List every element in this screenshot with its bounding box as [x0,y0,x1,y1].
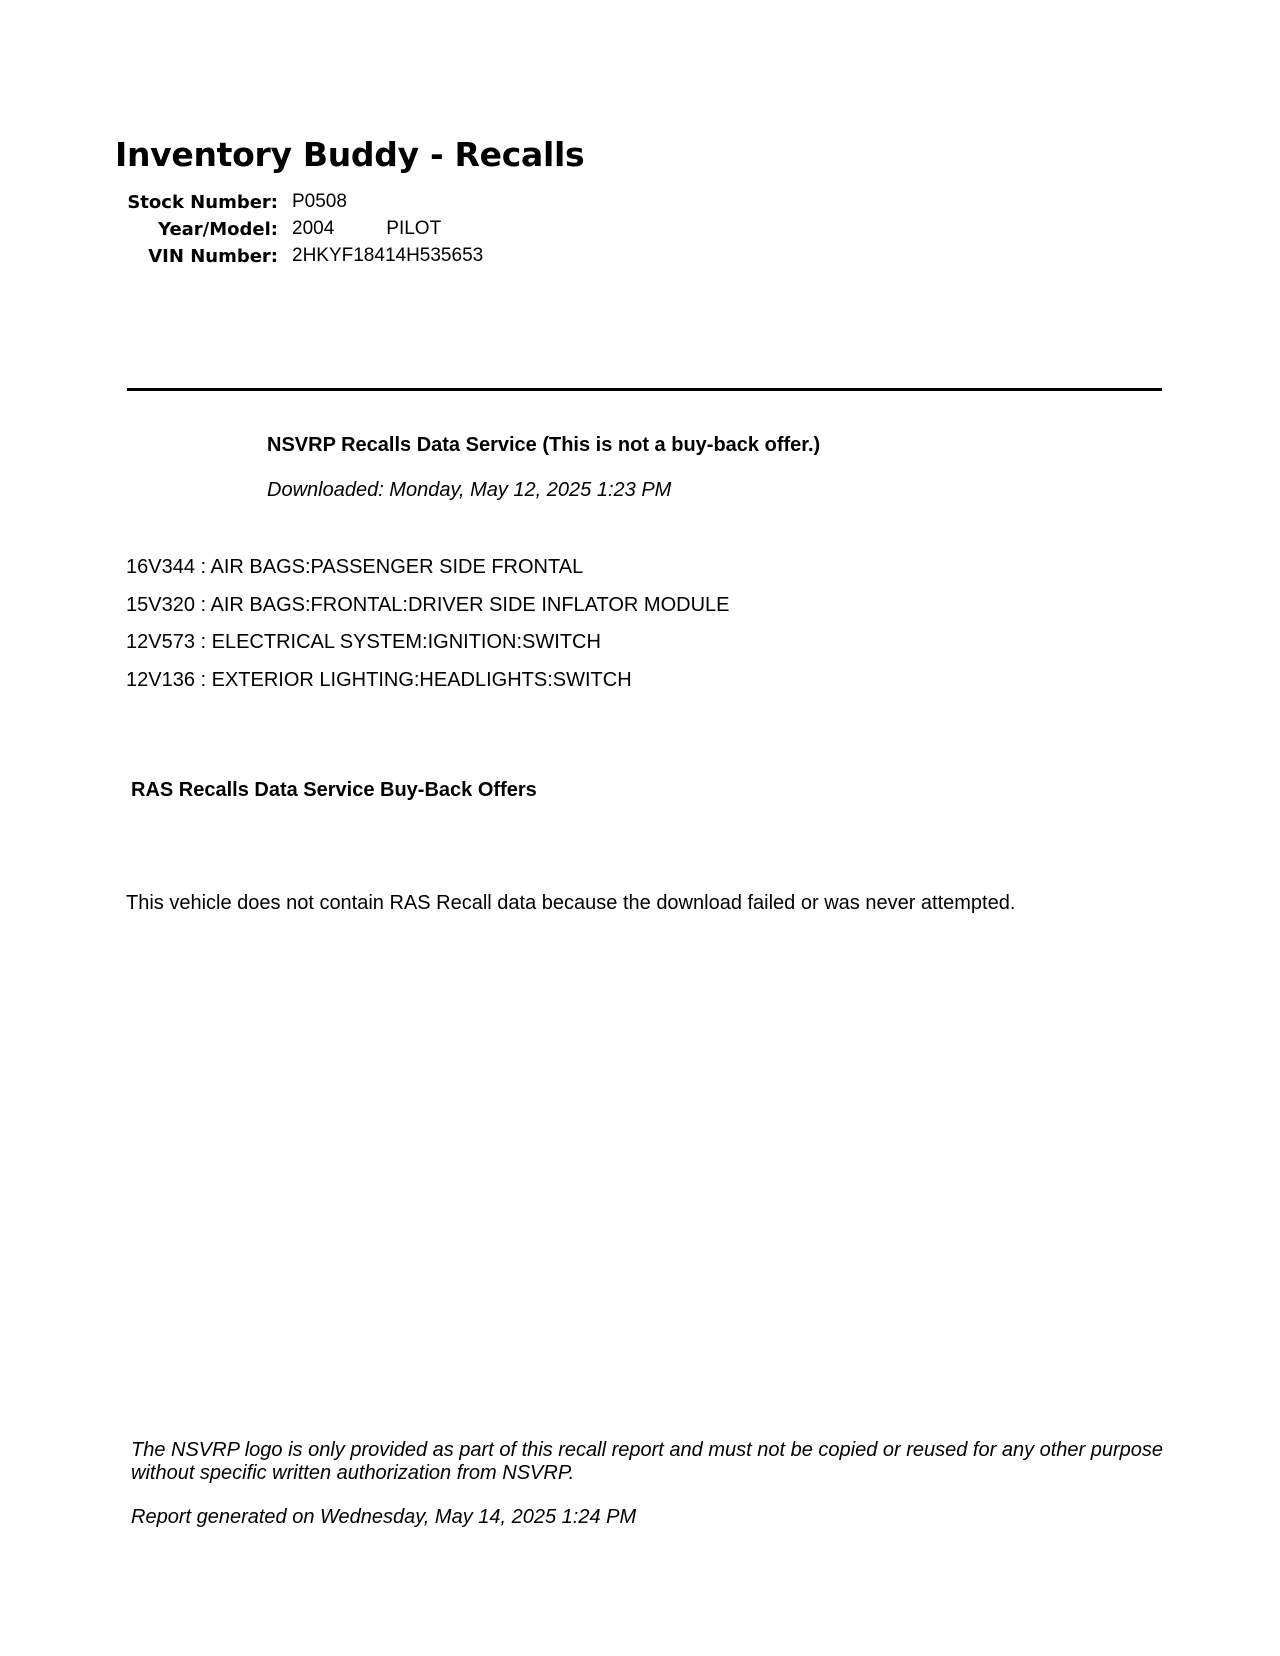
year-model-row [115,213,483,240]
footer-disclaimer: The NSVRP logo is only provided as part of this recall report and must not be copied or reused for any other purpose without specific written authorization from NSVRP. [131,1439,1164,1484]
year-model-value [292,213,483,240]
nsvrp-heading: NSVRP Recalls Data Service (This is not a buy-back offer.) [267,434,821,456]
stock-number-label: Stock Number: [127,192,278,213]
vehicle-info-table [115,186,483,267]
stock-number-row [115,186,483,213]
section-divider [127,388,1162,391]
recall-item: 12V136 : EXTERIOR LIGHTING:HEADLIGHTS:SWITCH [126,668,632,691]
vin-value: 2HKYF18414H535653 [292,245,484,266]
recall-item: 16V344 : AIR BAGS:PASSENGER SIDE FRONTAL [126,556,584,578]
ras-message: This vehicle does not contain RAS Recall data because the download failed or was never attempted. [126,892,1016,914]
report-title: Inventory Buddy - Recalls [115,135,585,174]
stock-number-value: P0508 [292,191,347,212]
recall-item: 15V320 : AIR BAGS:FRONTAL:DRIVER SIDE INFLATOR MODULE [126,593,730,616]
year-model-label: Year/Model: [158,219,278,240]
recall-list [126,556,730,706]
ras-heading: RAS Recalls Data Service Buy-Back Offers [131,779,537,801]
report-generated-timestamp: Report generated on Wednesday, May 14, 2025 1:24 PM [131,1506,637,1528]
nsvrp-downloaded-timestamp: Downloaded: Monday, May 12, 2025 1:23 PM [267,479,672,501]
recall-item: 12V573 : ELECTRICAL SYSTEM:IGNITION:SWITCH [126,631,601,653]
model-value: PILOT [386,218,442,239]
vin-row [115,240,483,267]
year-value: 2004 [292,218,335,239]
vin-label: VIN Number: [148,246,278,267]
